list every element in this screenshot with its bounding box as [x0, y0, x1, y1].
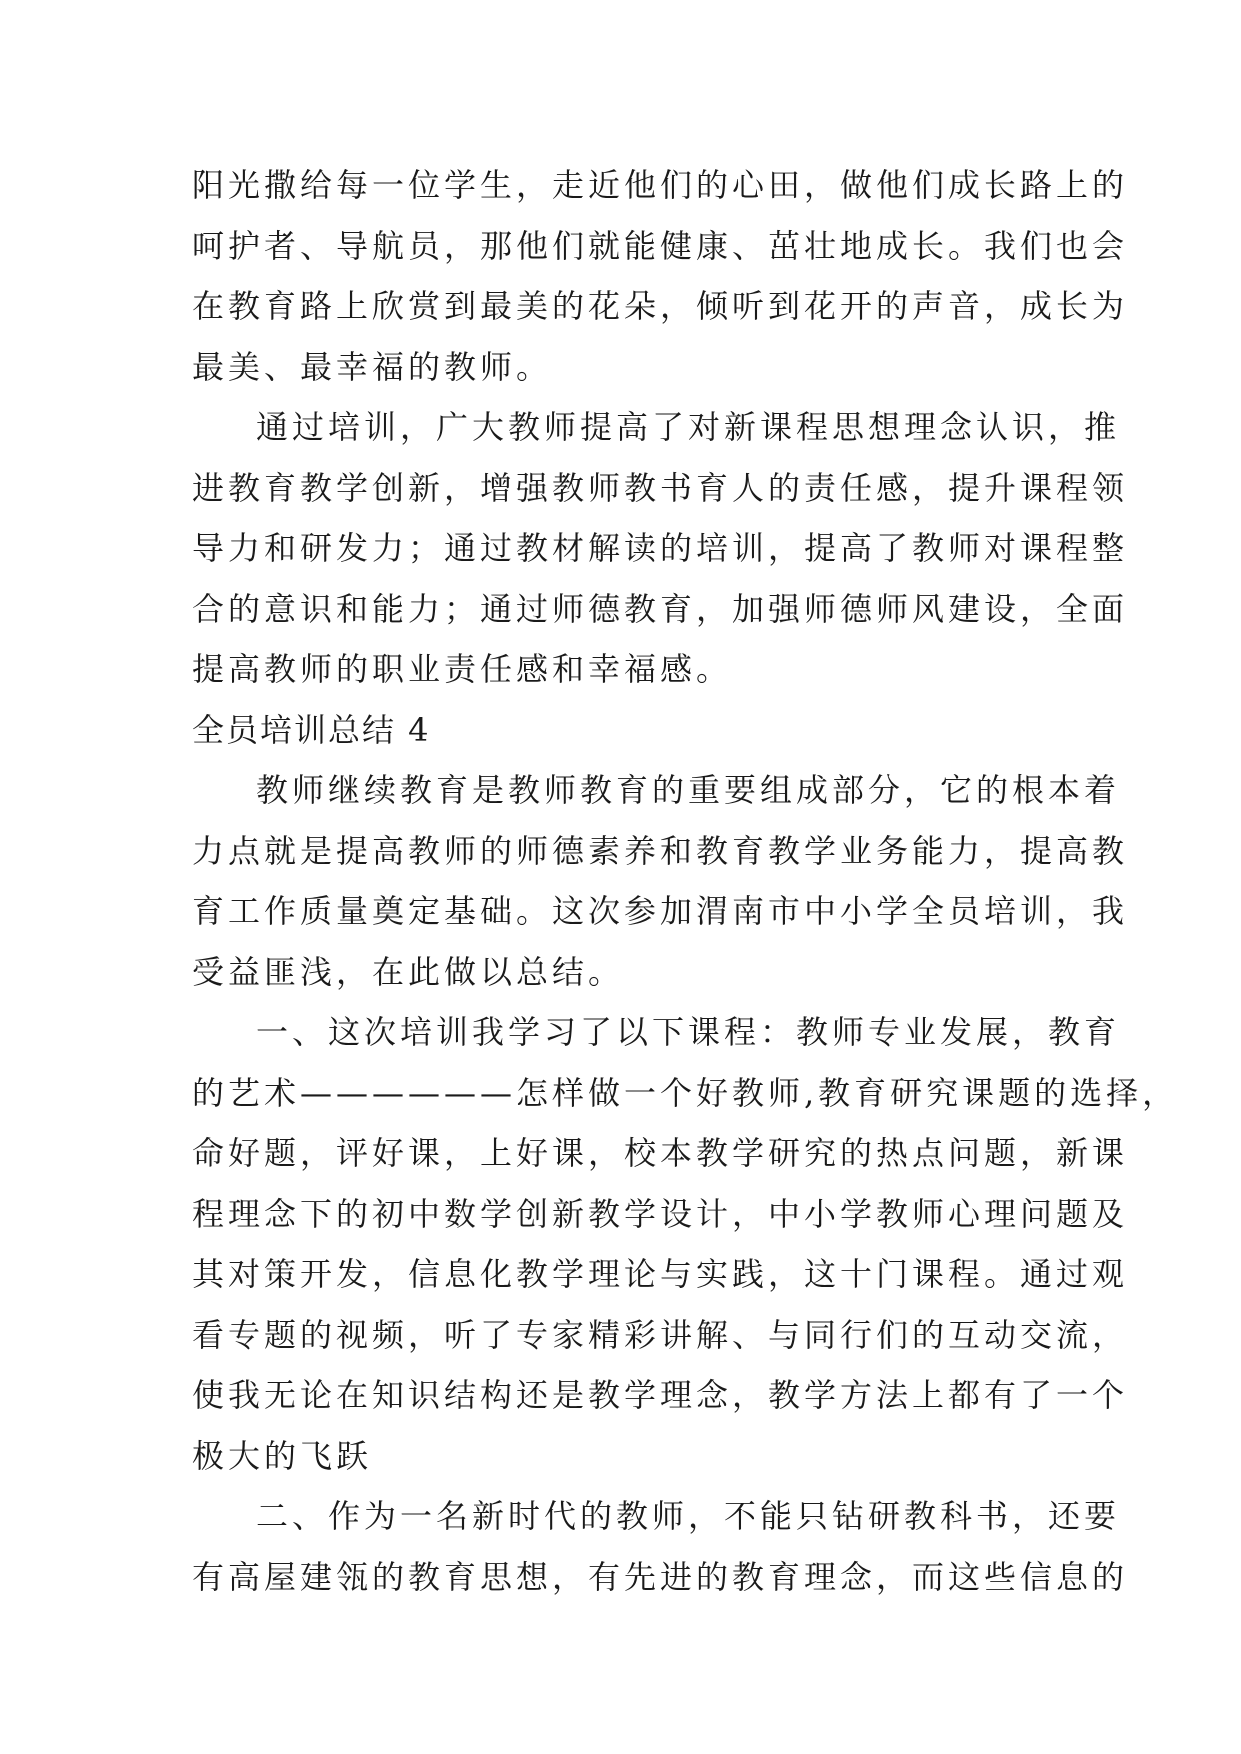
text-line: 提高教师的职业责任感和幸福感。: [192, 650, 733, 688]
paragraph: [192, 1002, 1179, 1486]
text-line: 在教育路上欣赏到最美的花朵，倾听到花开的声音，成长为: [192, 287, 1129, 325]
paragraph: [192, 155, 1129, 397]
text-line: 看专题的视频，听了专家精彩讲解、与同行们的互动交流，: [192, 1315, 1129, 1354]
text-line: 导力和研发力；通过教材解读的培训，提高了教师对课程整: [192, 529, 1129, 567]
text-line: 呵护者、导航员，那他们就能健康、茁壮地成长。我们也会: [192, 226, 1129, 265]
text-line: 命好题，评好课，上好课，校本教学研究的热点问题，新课: [192, 1134, 1129, 1172]
text-line: 一、这次培训我学习了以下课程：教师专业发展，教育: [256, 1013, 1121, 1051]
text-line: 的艺术——————怎样做一个好教师,教育研究课题的选择，: [192, 1073, 1179, 1112]
text-line: 通过培训，广大教师提高了对新课程思想理念认识，推: [256, 408, 1121, 446]
paragraph: [192, 760, 1129, 1002]
text-line: 程理念下的初中数学创新教学设计，中小学教师心理问题及: [192, 1194, 1129, 1233]
text-line: 合的意识和能力；通过师德教育，加强师德师风建设，全面: [192, 589, 1129, 628]
text-line: 其对策开发，信息化教学理论与实践，这十门课程。通过观: [192, 1255, 1129, 1293]
text-line: 进教育教学创新，增强教师教书育人的责任感，提升课程领: [192, 468, 1129, 507]
text-line: 受益匪浅，在此做以总结。: [192, 952, 625, 991]
paragraph: [192, 397, 1129, 700]
text-line: 教师继续教育是教师教育的重要组成部分，它的根本着: [256, 771, 1121, 809]
text-line: 力点就是提高教师的师德素养和教育教学业务能力，提高教: [192, 831, 1129, 870]
section-heading: 全员培训总结 4: [192, 710, 431, 749]
text-line: 二、作为一名新时代的教师，不能只钻研教科书，还要: [256, 1497, 1121, 1535]
text-line: 有高屋建瓴的教育思想，有先进的教育理念，而这些信息的: [192, 1557, 1129, 1596]
document-body: [192, 155, 1179, 1607]
paragraph: [192, 1486, 1129, 1607]
text-line: 最美、最幸福的教师。: [192, 347, 553, 386]
text-line: 育工作质量奠定基础。这次参加渭南市中小学全员培训，我: [192, 892, 1129, 930]
text-line: 极大的飞跃: [192, 1436, 373, 1475]
text-line: 阳光撒给每一位学生，走近他们的心田，做他们成长路上的: [192, 166, 1129, 204]
text-line: 使我无论在知识结构还是教学理念，教学方法上都有了一个: [192, 1376, 1129, 1414]
